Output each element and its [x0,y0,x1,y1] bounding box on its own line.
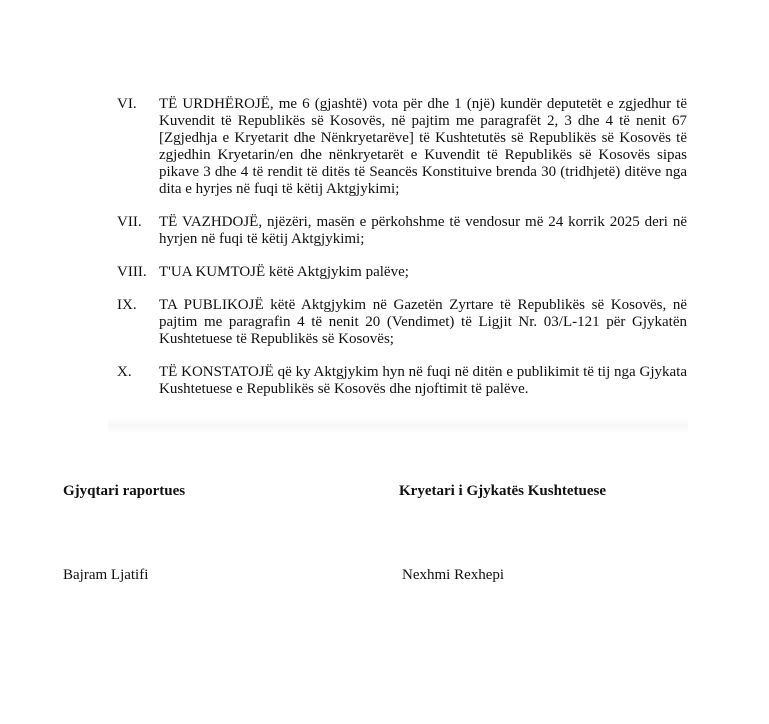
ruling-item-x [0,364,769,398]
ruling-item-vi [0,96,769,198]
signature-name-rapporteur: Bajram Ljatifi [63,567,149,583]
ruling-item-ix [0,297,769,348]
item-numeral: VI. [117,96,137,112]
signature-name-president: Nexhmi Rexhepi [402,567,505,583]
item-numeral: IX. [117,297,137,313]
signature-title-rapporteur: Gjyqtari raportues [63,483,186,499]
item-text: TË VAZHDOJË, njëzëri, masën e përkohshme të vendosur më 24 korrik 2025 deri në hyrjen në fuqi të këtij Aktgjykimi; [159,214,687,247]
signature-title-president: Kryetari i Gjykatës Kushtetuese [399,483,607,499]
item-text: T'UA KUMTOJË këtë Aktgjykim palëve; [159,264,409,280]
item-numeral: VII. [117,214,142,230]
item-text: TA PUBLIKOJË këtë Aktgjykim në Gazetën Zyrtare të Republikës së Kosovës, në pajtim me paragrafin 4 të nenit 20 (Vendimet) të Ligjit Nr. 03/L-121 për Gjykatën Kushtetuese të Republikës së Kosovës; [159,297,687,347]
item-text: TË URDHËROJË, me 6 (gjashtë) vota për dhe 1 (një) kundër deputetët e zgjedhur të Kuvendit të Republikës së Kosovës, në pajtim me paragrafët 2, 3 dhe 4 të nenit 67 [Zgjedhja e Kryetarit dhe Nënkryetarëve] të Kushtetutës së Republikës së Kosovës të zgjedhin Kryetarin/en dhe nënkryetarët e Kuvendit të Republikës së Kosovës sipas pikave 3 dhe 4 të rendit të ditës të Seancës Konstituive brenda 30 (tridhjetë) ditëve nga dita e hyrjes në fuqi të këtij Aktgjykimi; [159,96,687,197]
item-numeral: VIII. [117,264,147,280]
ruling-item-viii [0,264,769,281]
page-separator [108,418,688,434]
item-text: TË KONSTATOJË që ky Aktgjykim hyn në fuqi në ditën e publikimit të tij nga Gjykata Kushtetuese e Republikës së Kosovës dhe njoftimit të palëve. [159,364,687,397]
ruling-items-list [0,96,769,414]
ruling-item-vii [0,214,769,248]
item-numeral: X. [117,364,132,380]
